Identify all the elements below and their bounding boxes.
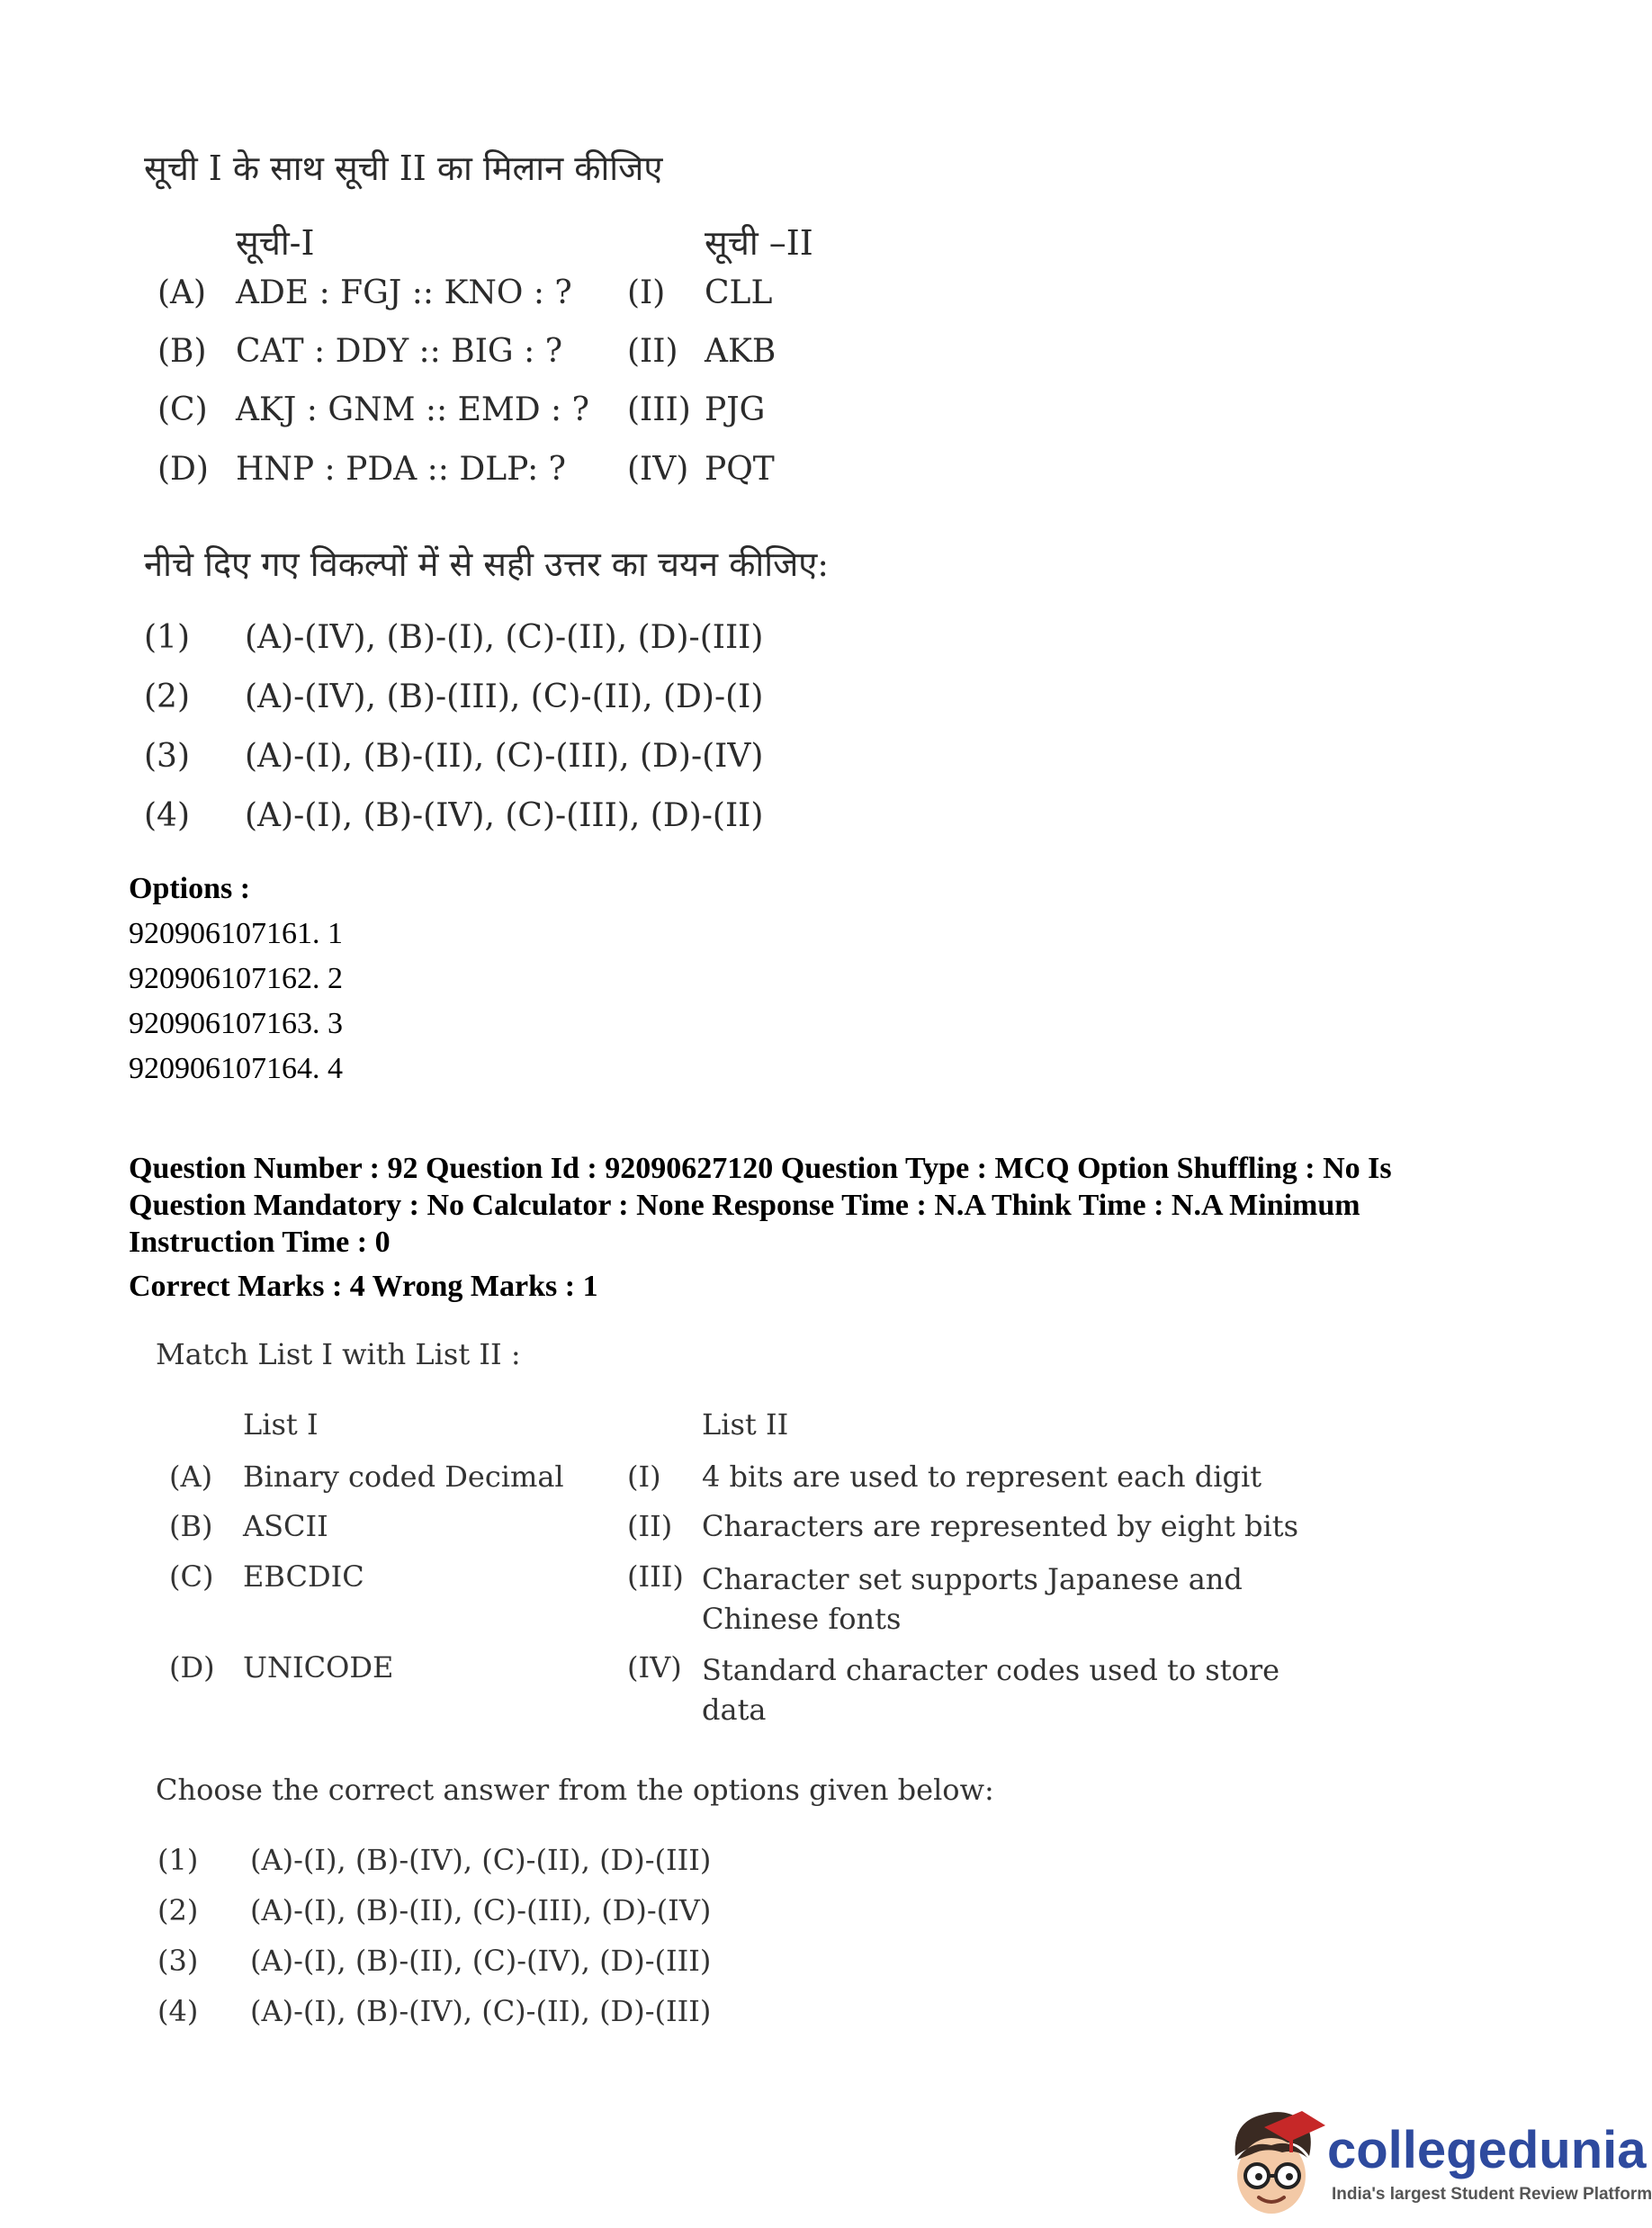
q2-row-item: EBCDIC (243, 1559, 364, 1594)
q1-list1-header: सूची-I (236, 223, 315, 263)
options-heading: Options : (129, 872, 251, 905)
q1-instruction: सूची I के साथ सूची II का मिलान कीजिए (144, 148, 663, 188)
q1-choice-num: (2) (144, 678, 190, 715)
logo-tagline: India's largest Student Review Platform (1332, 2185, 1652, 2204)
q1-row-item: ADE : FGJ :: KNO : ? (236, 274, 572, 311)
q2-meta-line: Question Number : 92 Question Id : 92090627120 Question Type : MCQ Option Shuffling : No Is (129, 1152, 1392, 1185)
q2-row-label: (B) (169, 1509, 213, 1543)
q2-row-num: (II) (627, 1509, 673, 1543)
q2-list1-header: List I (243, 1407, 319, 1442)
q1-row-label: (B) (157, 333, 207, 370)
q2-choice-text: (A)-(I), (B)-(II), (C)-(III), (D)-(IV) (250, 1893, 712, 1927)
q1-row-item: CAT : DDY :: BIG : ? (236, 333, 562, 370)
q1-row-item: HNP : PDA :: DLP: ? (236, 451, 566, 488)
q2-row-label: (C) (169, 1559, 214, 1594)
q1-row-match: CLL (705, 274, 773, 311)
logo-brand: collegedunia (1327, 2121, 1647, 2179)
q1-choice-num: (4) (144, 797, 190, 834)
q2-meta-line: Question Mandatory : No Calculator : None Response Time : N.A Think Time : N.A Minimum (129, 1189, 1360, 1222)
q1-row-match: PJG (705, 391, 766, 428)
q2-row-item: ASCII (243, 1509, 328, 1543)
option-item: 920906107161. 1 (129, 917, 343, 950)
q2-choice-num: (4) (157, 1994, 199, 2028)
q1-row-label: (C) (157, 391, 208, 428)
q1-choice-text: (A)-(I), (B)-(II), (C)-(III), (D)-(IV) (245, 738, 764, 775)
q2-row-num: (III) (627, 1559, 684, 1594)
option-item: 920906107162. 2 (129, 962, 343, 995)
q1-row-num: (II) (627, 333, 678, 370)
q1-row-item: AKJ : GNM :: EMD : ? (236, 391, 589, 428)
q2-row-match: Standard character codes used to store data (702, 1653, 1280, 1727)
q2-list2-header: List II (702, 1407, 789, 1442)
q2-meta-line: Instruction Time : 0 (129, 1226, 391, 1259)
mascot-icon (1219, 2104, 1327, 2221)
q2-choice-num: (1) (157, 1843, 199, 1877)
q2-choice-text: (A)-(I), (B)-(IV), (C)-(II), (D)-(III) (250, 1843, 712, 1877)
q2-marks: Correct Marks : 4 Wrong Marks : 1 (129, 1270, 598, 1303)
option-item: 920906107163. 3 (129, 1007, 343, 1040)
q1-choice-text: (A)-(IV), (B)-(I), (C)-(II), (D)-(III) (245, 619, 764, 656)
q2-row-label: (D) (169, 1650, 215, 1684)
collegedunia-logo[interactable] (1219, 2104, 1652, 2221)
q1-choice-text: (A)-(I), (B)-(IV), (C)-(III), (D)-(II) (245, 797, 764, 834)
q2-choice-num: (2) (157, 1893, 199, 1927)
q2-choice-num: (3) (157, 1944, 199, 1978)
q1-choice-text: (A)-(IV), (B)-(III), (C)-(II), (D)-(I) (245, 678, 764, 715)
q2-row-num: (IV) (627, 1650, 682, 1684)
q1-choice-num: (3) (144, 738, 190, 775)
q1-choose-text: नीचे दिए गए विकल्पों में से सही उत्तर का चयन कीजिए: (144, 544, 830, 584)
q2-row-match: Character set supports Japanese and Chinese fonts (702, 1562, 1243, 1636)
q2-row-match: Characters are represented by eight bits (702, 1509, 1299, 1543)
q1-list2-header: सूची –II (705, 223, 813, 263)
q2-row-match: 4 bits are used to represent each digit (702, 1460, 1262, 1494)
q1-row-num: (I) (627, 274, 666, 311)
q1-row-match: AKB (705, 333, 777, 370)
q1-row-num: (III) (627, 391, 691, 428)
q2-instruction: Match List I with List II : (156, 1337, 521, 1371)
option-item: 920906107164. 4 (129, 1052, 343, 1085)
q2-choice-text: (A)-(I), (B)-(II), (C)-(IV), (D)-(III) (250, 1944, 712, 1978)
q2-row-item: UNICODE (243, 1650, 394, 1684)
q1-row-label: (A) (157, 274, 207, 311)
q1-row-label: (D) (157, 451, 209, 488)
q2-row-num: (I) (627, 1460, 661, 1494)
q1-choice-num: (1) (144, 619, 190, 656)
q1-row-num: (IV) (627, 451, 689, 488)
q2-choose-text: Choose the correct answer from the options given below: (156, 1773, 994, 1807)
q2-row-item: Binary coded Decimal (243, 1460, 564, 1494)
q2-choice-text: (A)-(I), (B)-(IV), (C)-(II), (D)-(III) (250, 1994, 712, 2028)
q1-row-match: PQT (705, 451, 775, 488)
q2-row-label: (A) (169, 1460, 213, 1494)
